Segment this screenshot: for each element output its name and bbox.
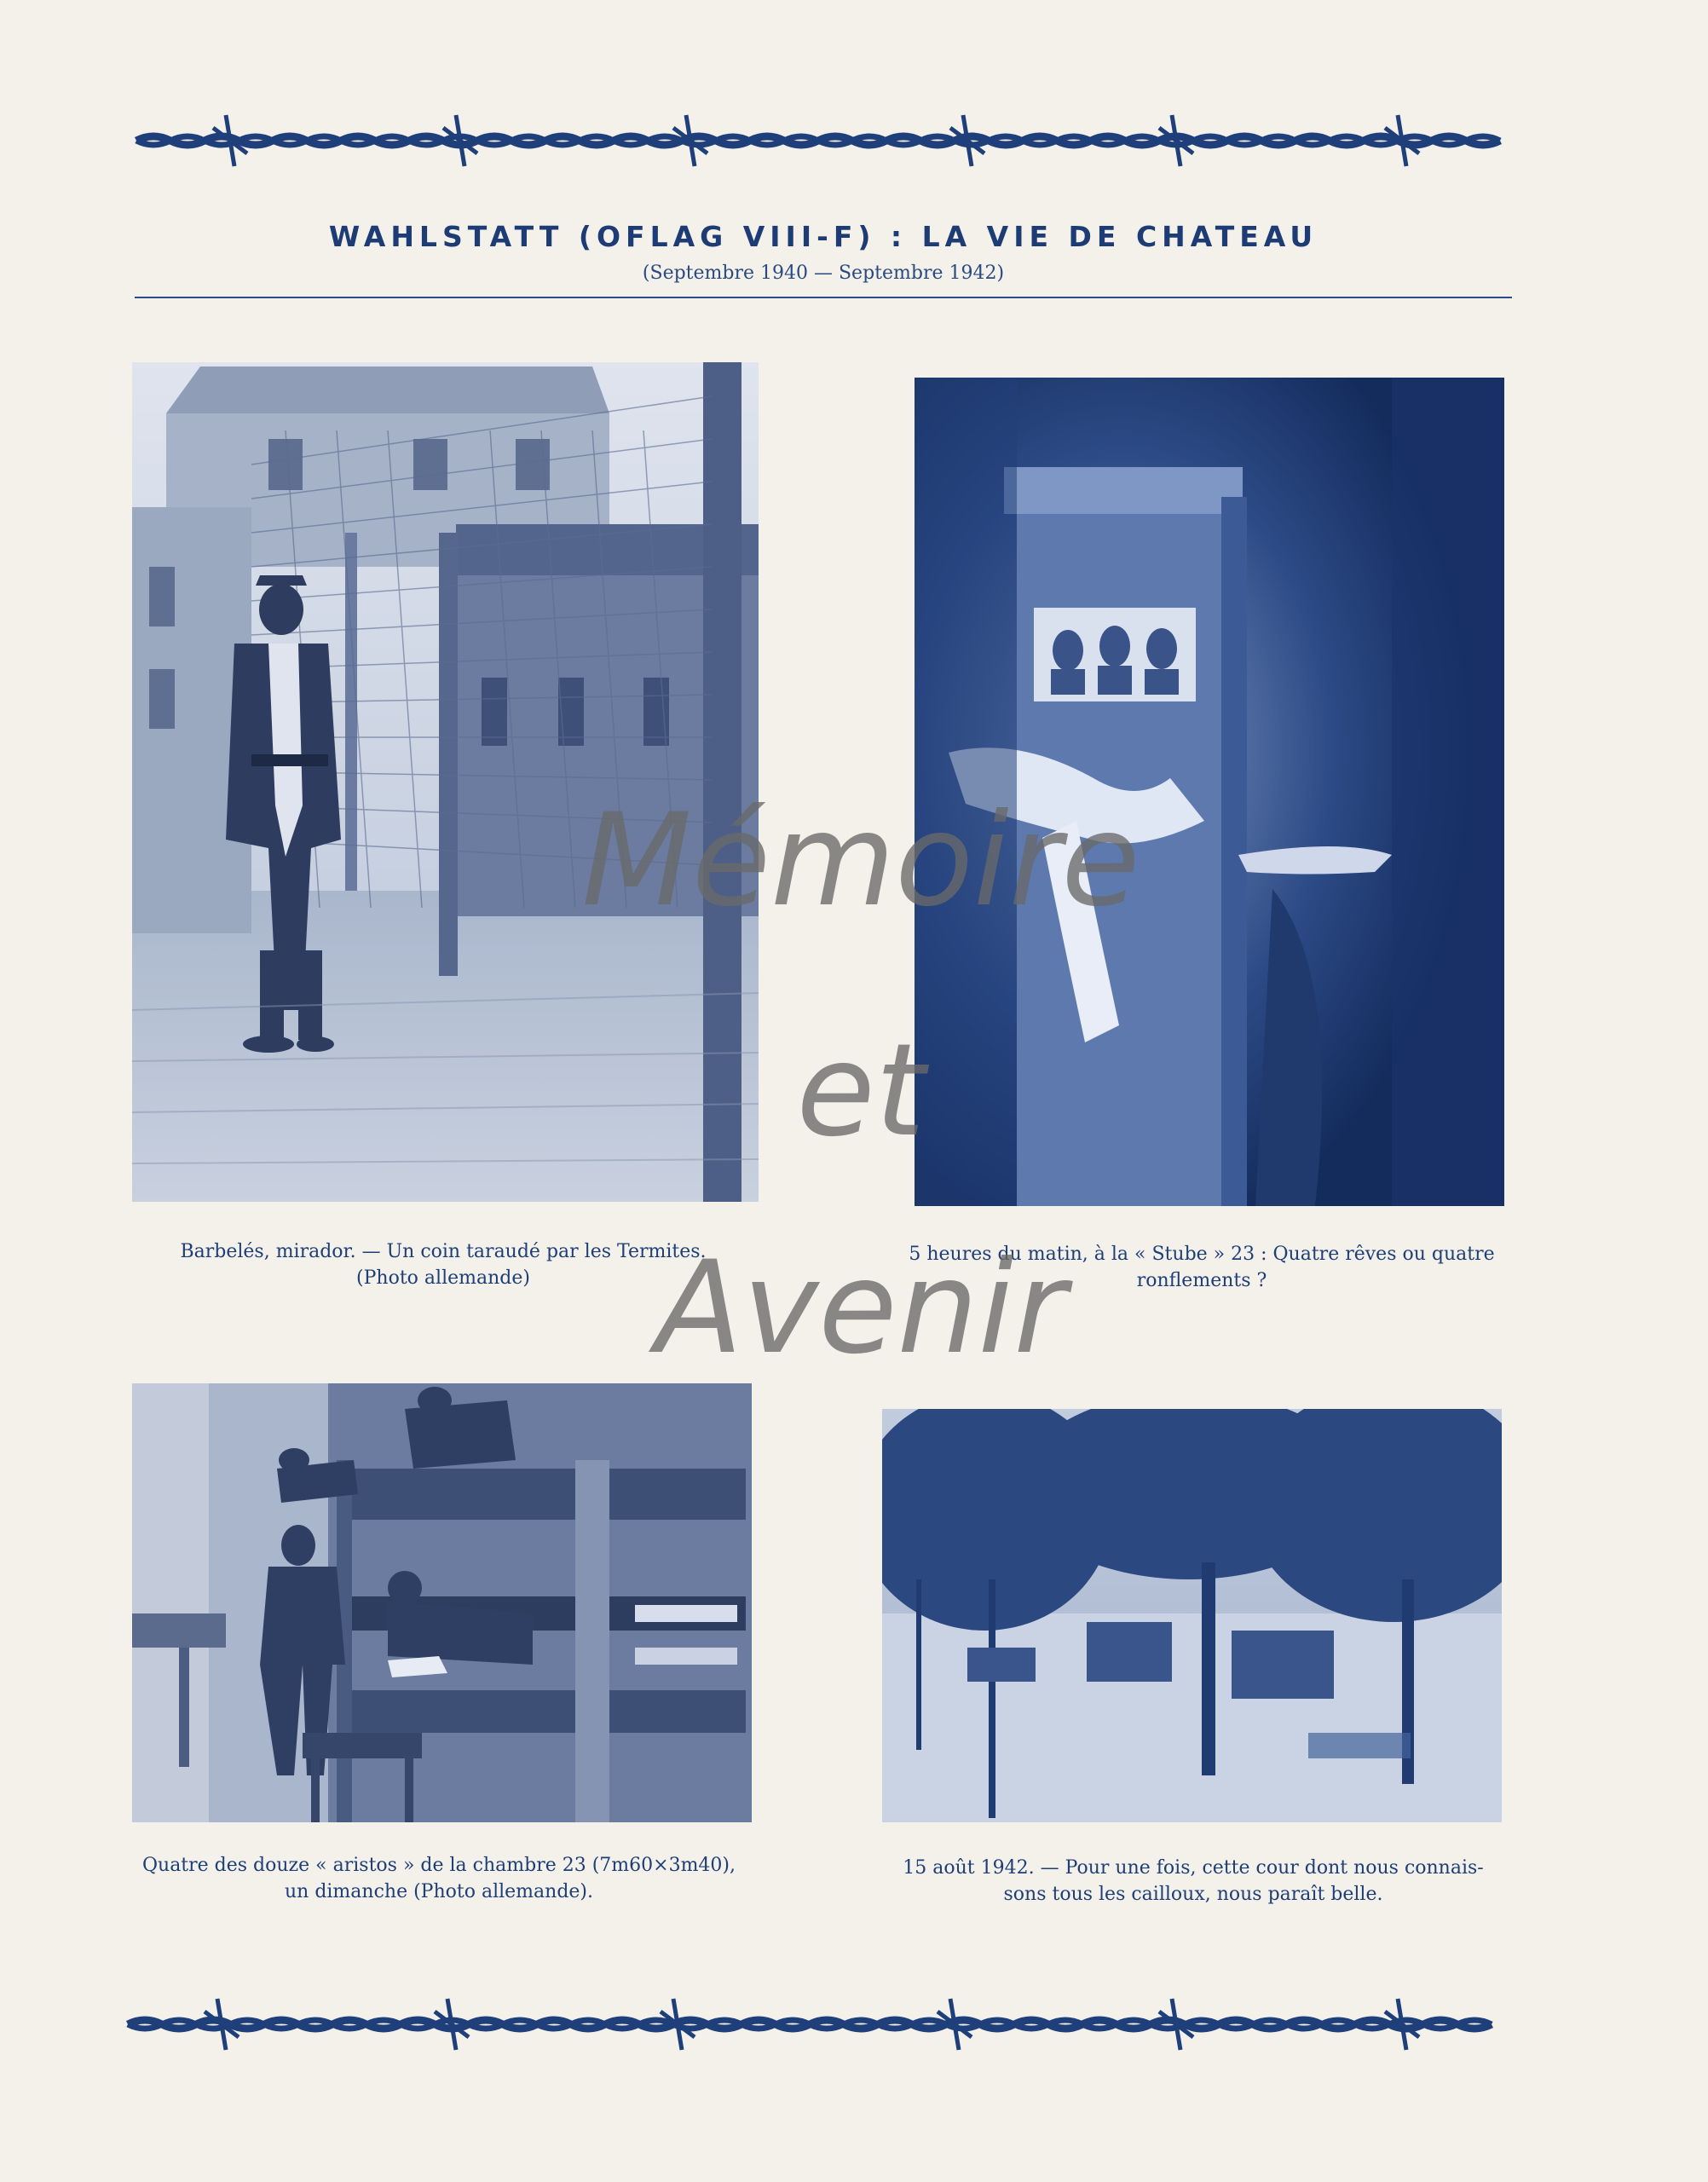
caption-photo-1-line-1: Barbelés, mirador. — Un coin taraudé par les Termites. <box>180 1241 707 1262</box>
caption-photo-2 <box>886 1241 1517 1294</box>
caption-photo-2-line-1: 5 heures du matin, à la « Stube » 23 : Quatre rêves ou quatre <box>909 1244 1495 1265</box>
barbed-wire-bottom <box>119 1994 1517 2054</box>
title-rule <box>135 297 1512 298</box>
photo-stube-bunk <box>915 378 1504 1206</box>
photo-courtyard-15-aout <box>882 1409 1502 1822</box>
caption-photo-1 <box>128 1238 759 1291</box>
caption-photo-1-line-2: (Photo allemande) <box>356 1267 530 1289</box>
caption-photo-2-line-2: ronflements ? <box>1136 1270 1267 1291</box>
watermark-line-1: Mémoire <box>581 787 1140 935</box>
caption-photo-3-line-1: Quatre des douze « aristos » de la chambre 23 (7m60×3m40), <box>141 1855 736 1876</box>
watermark-line-3: Avenir <box>655 1234 1067 1383</box>
caption-photo-4 <box>878 1855 1509 1908</box>
caption-photo-3 <box>124 1852 754 1905</box>
caption-photo-3-line-2: un dimanche (Photo allemande). <box>284 1881 593 1902</box>
caption-photo-4-line-2: sons tous les cailloux, nous paraît belle. <box>1003 1884 1383 1905</box>
caption-photo-4-line-1: 15 août 1942. — Pour une fois, cette cour dont nous connais- <box>903 1857 1484 1879</box>
watermark-line-2: et <box>796 1017 926 1165</box>
photo-barbed-wire-officer <box>132 362 759 1202</box>
barbed-wire-top <box>128 111 1526 170</box>
page-subtitle: (Septembre 1940 — Septembre 1942) <box>642 263 1005 284</box>
page-title: WAHLSTATT (OFLAG VIII-F) : LA VIE DE CHATEAU <box>328 220 1319 253</box>
photo-aristos-chambre-23 <box>132 1383 752 1822</box>
